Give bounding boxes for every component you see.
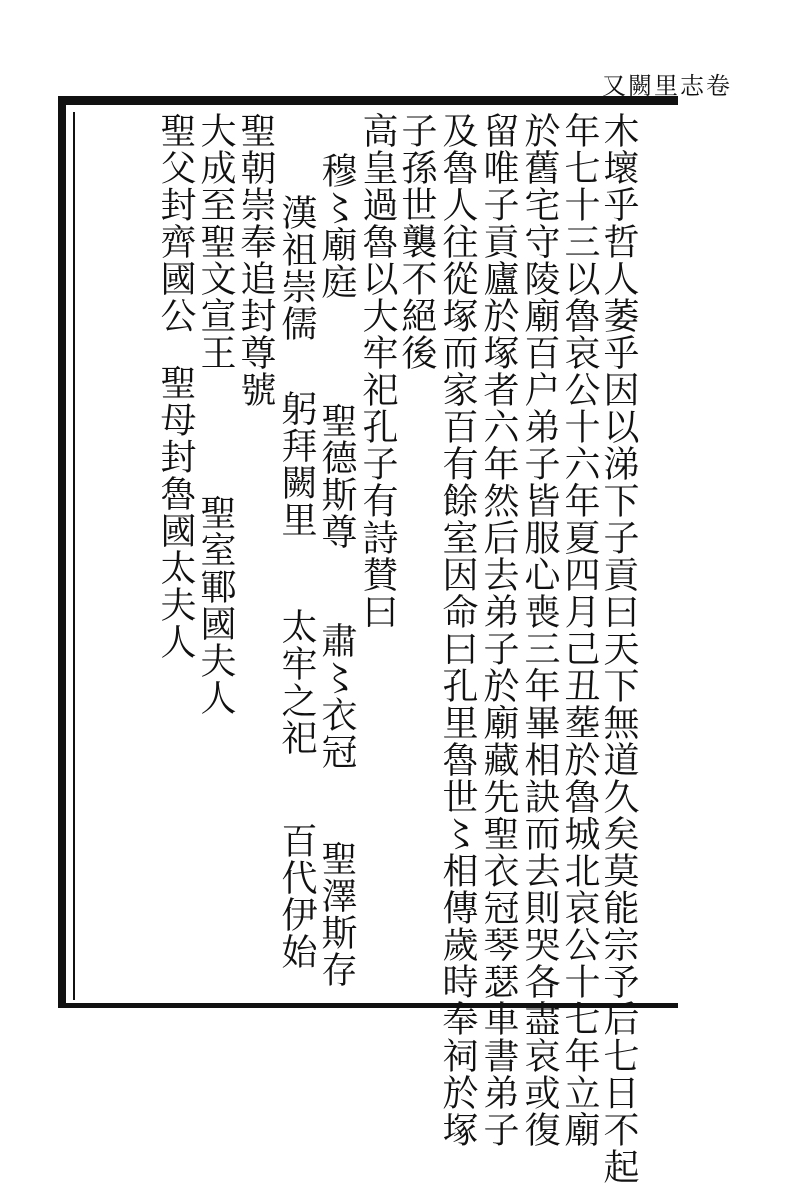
- verse-line-2: 聖德斯尊: [316, 402, 357, 550]
- text-column-11-lower: 聖室鄆國夫人: [195, 494, 236, 716]
- text-column-6: 子孫世襲不絕後: [396, 112, 437, 371]
- verse-line-3: 肅〻衣冠: [316, 622, 357, 770]
- inner-border-rule: [73, 112, 75, 1000]
- verse-line-6: 躬拜闕里: [276, 390, 317, 538]
- text-column-12-lower: 聖母封魯國太夫人: [155, 364, 196, 660]
- verse-line-5: 漢祖崇儒: [276, 194, 317, 342]
- text-column-11-upper: 大成至聖文宣王: [195, 112, 236, 371]
- verse-line-7: 太牢之祀: [276, 608, 317, 756]
- verse-line-4: 聖澤斯存: [316, 840, 357, 988]
- text-column-7: 高皇過魯以大牢祀孔子有詩賛曰: [357, 112, 398, 630]
- text-column-1: 木壞乎哲人萎乎因以涕下子貢曰天下無道久矣莫能宗予后七日不起: [598, 112, 639, 1185]
- running-head: 又闕里志卷: [602, 72, 732, 100]
- text-column-4: 留唯子貢廬於塚者六年然后去弟子於廟藏先聖衣冠琴瑟車書弟子: [478, 112, 519, 1148]
- text-column-10: 聖朝崇奉追封尊號: [235, 112, 276, 408]
- verse-line-8: 百代伊始: [276, 822, 317, 970]
- text-column-3: 於舊宅守陵廟百户弟子皆服心喪三年畢相訣而去則哭各盡哀或復: [519, 112, 560, 1148]
- text-column-12-upper: 聖父封齊國公: [155, 112, 196, 334]
- verse-line-1: 穆〻廟庭: [316, 152, 357, 300]
- text-column-2: 年七十三以魯哀公十六年夏四月己丑塟於魯城北哀公十七年立廟: [559, 112, 600, 1148]
- text-column-5: 及魯人往從塚而家百有餘室因命曰孔里魯世〻相傳歲時奉祠於塚: [437, 112, 478, 1148]
